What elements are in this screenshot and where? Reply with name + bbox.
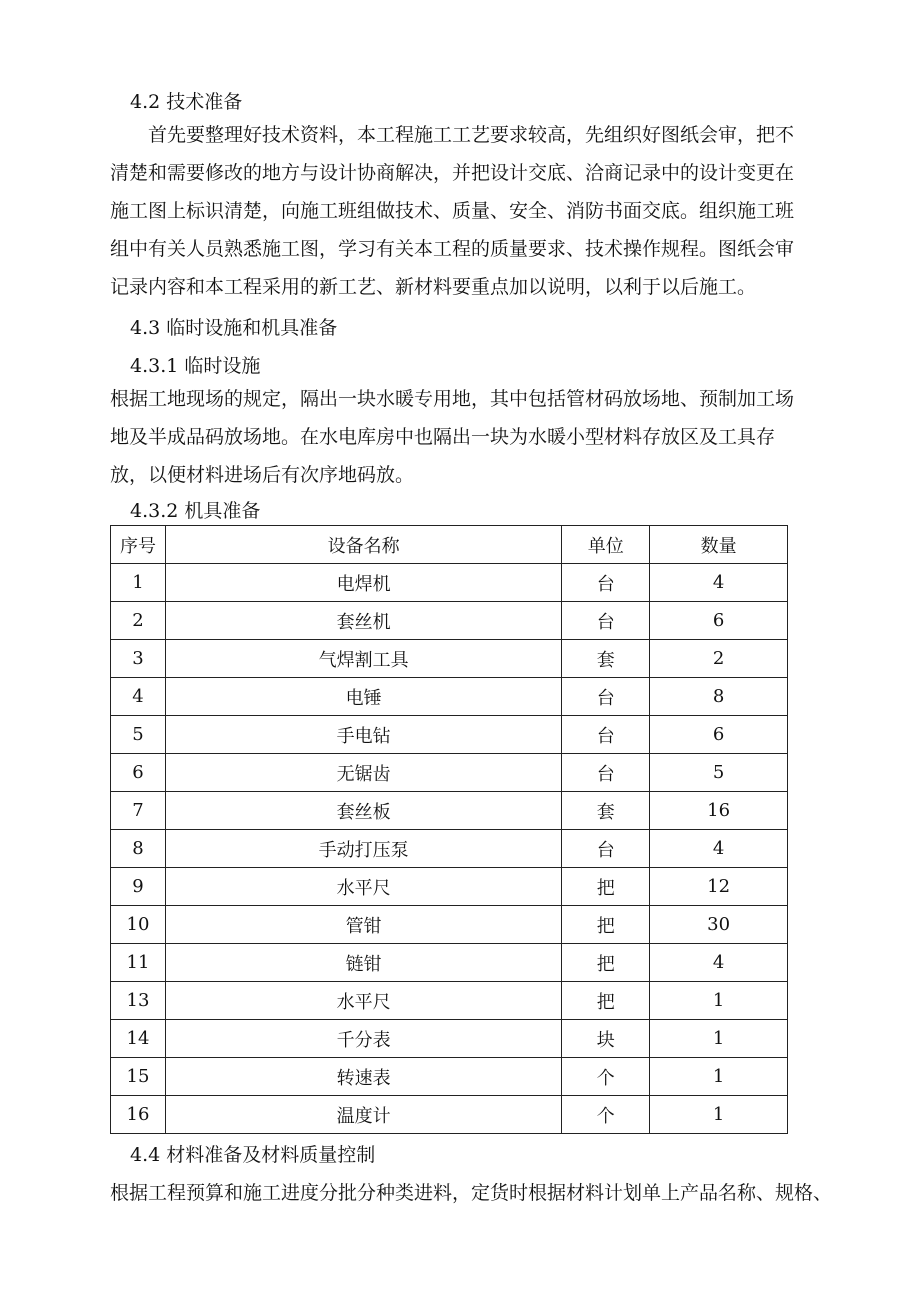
table-row-cell: 30 bbox=[650, 906, 788, 944]
table-row-cell: 水平尺 bbox=[165, 982, 561, 1020]
table-row bbox=[111, 944, 788, 982]
table-row-cell: 6 bbox=[650, 716, 788, 754]
equipment-table bbox=[110, 525, 788, 1134]
table-row-cell: 4 bbox=[650, 944, 788, 982]
table-row-cell: 管钳 bbox=[165, 906, 561, 944]
table-row-cell: 台 bbox=[562, 678, 650, 716]
table-row-cell: 手电钻 bbox=[165, 716, 561, 754]
table-row-cell: 3 bbox=[111, 640, 166, 678]
table-row-cell: 13 bbox=[111, 982, 166, 1020]
table-row-cell: 1 bbox=[650, 1058, 788, 1096]
table-row-cell: 16 bbox=[650, 792, 788, 830]
table-header-row-cell: 序号 bbox=[111, 526, 166, 564]
table-row-cell: 14 bbox=[111, 1020, 166, 1058]
table-row-cell: 8 bbox=[111, 830, 166, 868]
section-4-2-paragraph: 首先要整理好技术资料，本工程施工工艺要求较高，先组织好图纸会审，把不清楚和需要修改的地方与设计协商解决，并把设计交底、洽商记录中的设计变更在施工图上标识清楚，向施工班组做技术、质量、安全、消防书面交底。组织施工班组中有关人员熟悉施工图，学习有关本工程的质量要求、技术操作规程。图纸会审记录内容和本工程采用的新工艺、新材料要重点加以说明，以利于以后施工。 bbox=[110, 124, 795, 298]
table-row bbox=[111, 906, 788, 944]
table-row-cell: 2 bbox=[650, 640, 788, 678]
table-row-cell: 温度计 bbox=[165, 1096, 561, 1134]
table-row-cell: 把 bbox=[562, 944, 650, 982]
table-row-cell: 台 bbox=[562, 564, 650, 602]
table-row bbox=[111, 602, 788, 640]
table-row-cell: 台 bbox=[562, 716, 650, 754]
table-row bbox=[111, 868, 788, 906]
table-row-cell: 把 bbox=[562, 868, 650, 906]
table-row-cell: 11 bbox=[111, 944, 166, 982]
table-row-cell: 链钳 bbox=[165, 944, 561, 982]
table-header-row-cell: 设备名称 bbox=[165, 526, 561, 564]
table-row-cell: 16 bbox=[111, 1096, 166, 1134]
table-row-cell: 个 bbox=[562, 1058, 650, 1096]
table-row-cell: 块 bbox=[562, 1020, 650, 1058]
table-row-cell: 套 bbox=[562, 792, 650, 830]
table-row-cell: 5 bbox=[650, 754, 788, 792]
table-row-cell: 2 bbox=[111, 602, 166, 640]
table-row bbox=[111, 830, 788, 868]
table-row-cell: 台 bbox=[562, 830, 650, 868]
table-row-cell: 台 bbox=[562, 602, 650, 640]
table-row-cell: 无锯齿 bbox=[165, 754, 561, 792]
section-4-3-1-heading: 4.3.1 临时设施 bbox=[130, 355, 261, 377]
section-4-3-heading: 4.3 临时设施和机具准备 bbox=[130, 317, 338, 339]
table-row bbox=[111, 564, 788, 602]
table-row-cell: 台 bbox=[562, 754, 650, 792]
table-row-cell: 千分表 bbox=[165, 1020, 561, 1058]
section-4-3-1-paragraph: 根据工地现场的规定，隔出一块水暖专用地，其中包括管材码放场地、预制加工场地及半成品码放场地。在水电库房中也隔出一块为水暖小型材料存放区及工具存放，以便材料进场后有次序地码放。 bbox=[110, 388, 795, 486]
table-row-cell: 6 bbox=[650, 602, 788, 640]
table-row bbox=[111, 678, 788, 716]
table-row-cell: 1 bbox=[650, 982, 788, 1020]
table-row-cell: 把 bbox=[562, 906, 650, 944]
section-4-2-heading: 4.2 技术准备 bbox=[130, 91, 243, 113]
table-row bbox=[111, 754, 788, 792]
table-row-cell: 手动打压泵 bbox=[165, 830, 561, 868]
table-row bbox=[111, 640, 788, 678]
table-row-cell: 1 bbox=[650, 1020, 788, 1058]
table-row-cell: 套 bbox=[562, 640, 650, 678]
table-row-cell: 7 bbox=[111, 792, 166, 830]
table-row-cell: 转速表 bbox=[165, 1058, 561, 1096]
table-row-cell: 10 bbox=[111, 906, 166, 944]
table-row-cell: 5 bbox=[111, 716, 166, 754]
table-row-cell: 套丝机 bbox=[165, 602, 561, 640]
table-row-cell: 套丝板 bbox=[165, 792, 561, 830]
table-row-cell: 水平尺 bbox=[165, 868, 561, 906]
table-row bbox=[111, 1058, 788, 1096]
table-row-cell: 电锤 bbox=[165, 678, 561, 716]
table-header-row-cell: 单位 bbox=[562, 526, 650, 564]
table-row-cell: 4 bbox=[650, 830, 788, 868]
table-row-cell: 气焊割工具 bbox=[165, 640, 561, 678]
table-row-cell: 个 bbox=[562, 1096, 650, 1134]
table-header-row bbox=[111, 526, 788, 564]
table-row-cell: 电焊机 bbox=[165, 564, 561, 602]
table-row-cell: 1 bbox=[650, 1096, 788, 1134]
table-header-row-cell: 数量 bbox=[650, 526, 788, 564]
section-4-3-2-heading: 4.3.2 机具准备 bbox=[130, 500, 261, 522]
table-row bbox=[111, 982, 788, 1020]
table-row-cell: 4 bbox=[650, 564, 788, 602]
section-4-4-paragraph: 根据工程预算和施工进度分批分种类进料，定货时根据材料计划单上产品名称、规格、 bbox=[110, 1182, 833, 1204]
table-row-cell: 1 bbox=[111, 564, 166, 602]
table-row-cell: 12 bbox=[650, 868, 788, 906]
table-row bbox=[111, 1096, 788, 1134]
table-row bbox=[111, 1020, 788, 1058]
table-row-cell: 6 bbox=[111, 754, 166, 792]
table-row-cell: 9 bbox=[111, 868, 166, 906]
table-row bbox=[111, 792, 788, 830]
table-row-cell: 15 bbox=[111, 1058, 166, 1096]
table-row bbox=[111, 716, 788, 754]
table-row-cell: 8 bbox=[650, 678, 788, 716]
table-row-cell: 把 bbox=[562, 982, 650, 1020]
table-row-cell: 4 bbox=[111, 678, 166, 716]
section-4-4-heading: 4.4 材料准备及材料质量控制 bbox=[130, 1144, 376, 1166]
